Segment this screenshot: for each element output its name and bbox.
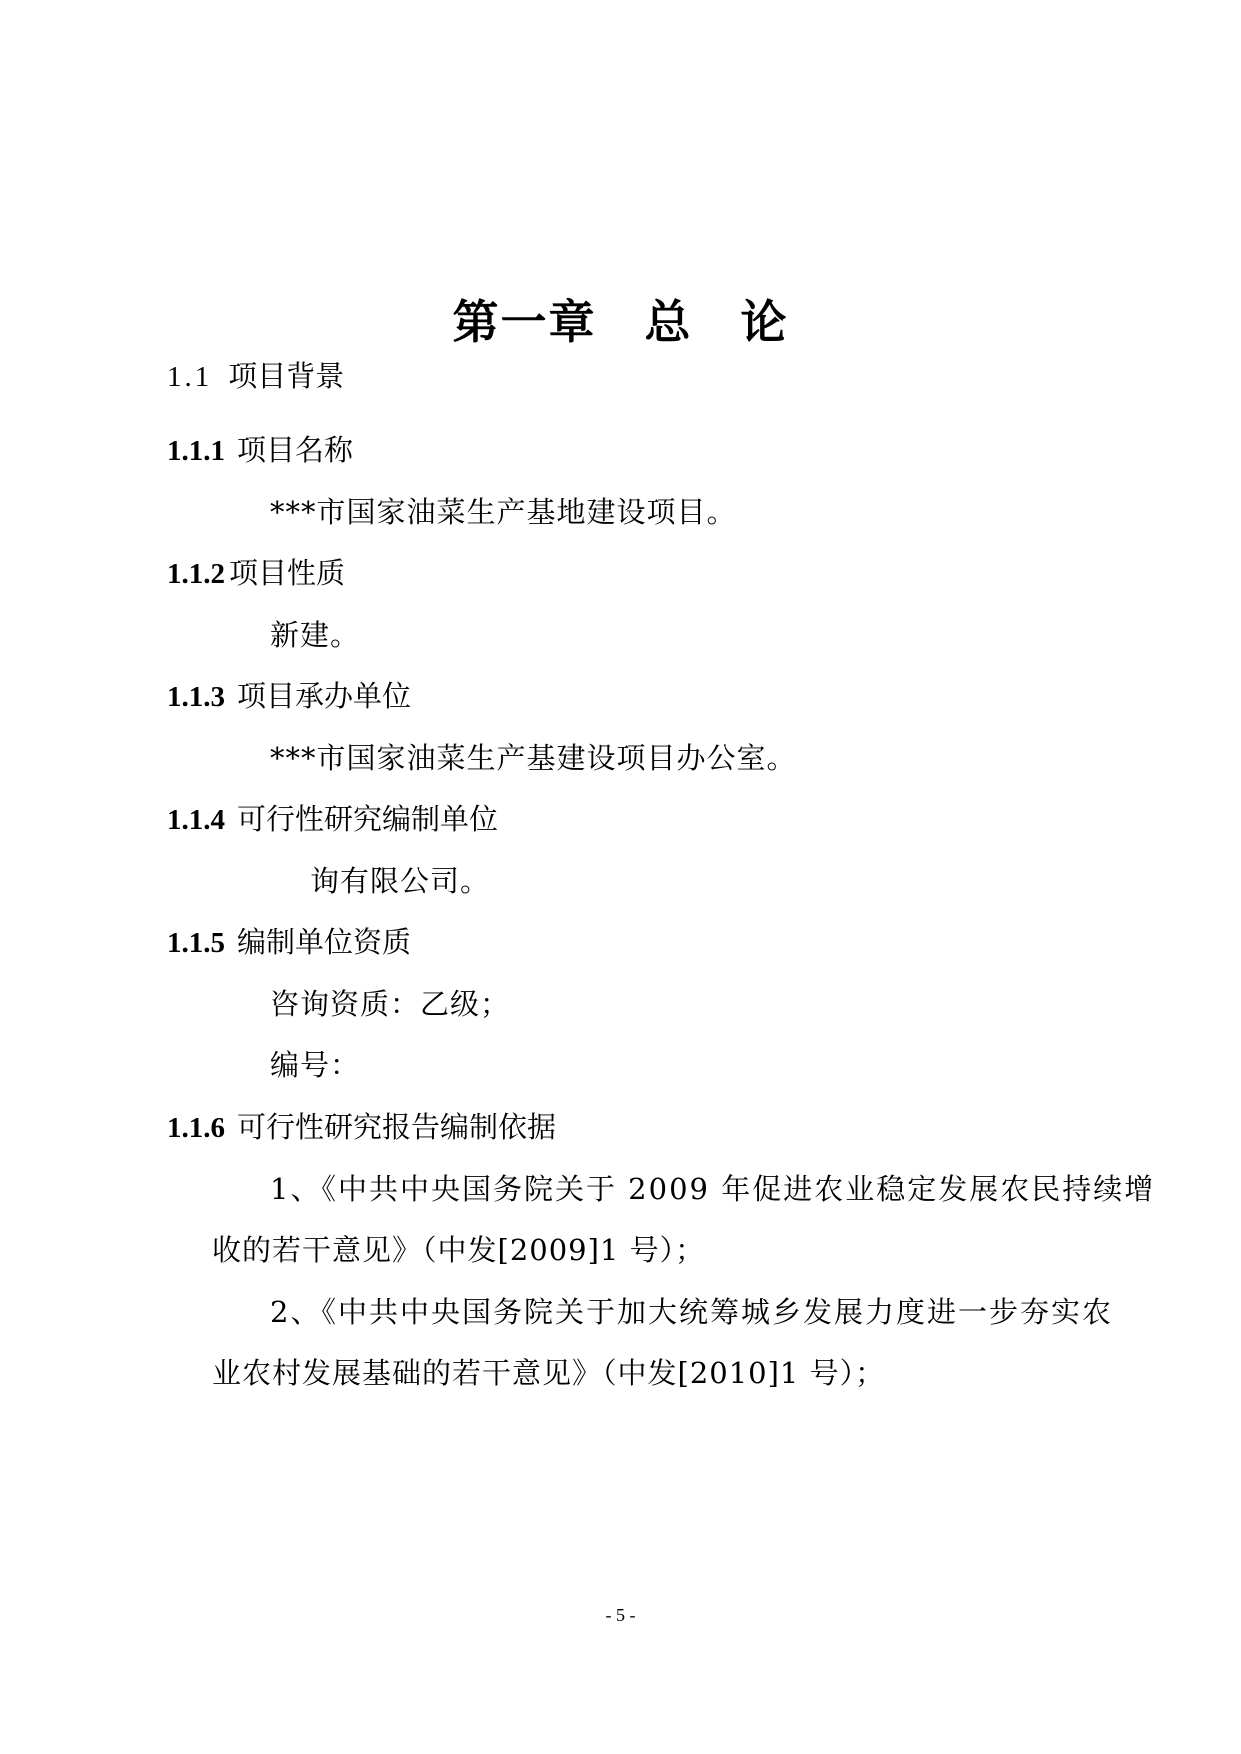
- section-body-1-1-3: ***市国家油菜生产基建设项目办公室。: [270, 741, 797, 775]
- section-body-1-1-1: ***市国家油菜生产基地建设项目。: [270, 495, 737, 529]
- chapter-title-part1: 第一章: [452, 295, 597, 349]
- chapter-title-part2: 总: [644, 295, 693, 349]
- section-heading-1-1-4: [167, 799, 498, 840]
- basis-item-1-line-1: 1、《中共中央国务院关于 2009 年促进农业稳定发展农民持续增: [270, 1172, 1156, 1206]
- basis-item-1-line-2: 收的若干意见》（中发[2009]1 号）；: [212, 1233, 706, 1267]
- section-heading-1-1-5: [167, 922, 411, 963]
- basis-item-2-line-2: 业农村发展基础的若干意见》（中发[2010]1 号）；: [212, 1356, 886, 1390]
- section-title: 项目性质: [229, 556, 346, 590]
- section-number: 1.1.3: [167, 681, 225, 713]
- section-heading-1-1-1: [167, 430, 353, 471]
- section-number: 1.1.5: [167, 927, 225, 959]
- section-heading-1-1: [167, 356, 344, 397]
- section-body-1-1-5-qualification: 咨询资质：乙级；: [270, 987, 511, 1021]
- section-title: 项目承办单位: [237, 679, 412, 713]
- section-number: 1.1.6: [167, 1112, 225, 1144]
- chapter-title-part3: 论: [740, 295, 789, 349]
- chapter-title: [0, 292, 1241, 352]
- section-title: 可行性研究报告编制依据: [237, 1110, 557, 1144]
- page-number: - 5 -: [605, 1605, 636, 1625]
- section-title: 项目名称: [237, 433, 354, 467]
- section-heading-1-1-2: [167, 553, 345, 594]
- section-heading-1-1-3: [167, 676, 411, 717]
- section-number: 1.1.2: [167, 558, 225, 590]
- section-title: 编制单位资质: [237, 925, 412, 959]
- section-title: 项目背景: [228, 359, 345, 393]
- section-body-1-1-4: 询有限公司。: [310, 864, 491, 898]
- section-number: 1.1: [167, 361, 213, 393]
- section-number: 1.1.4: [167, 804, 225, 836]
- section-number: 1.1.1: [167, 435, 225, 467]
- section-body-1-1-5-number: 编号：: [270, 1048, 361, 1082]
- section-title: 可行性研究编制单位: [237, 802, 499, 836]
- section-heading-1-1-6: [167, 1107, 556, 1148]
- basis-item-2-line-1: 2、《中共中央国务院关于加大统筹城乡发展力度进一步夯实农: [270, 1295, 1113, 1329]
- section-body-1-1-2: 新建。: [270, 618, 361, 652]
